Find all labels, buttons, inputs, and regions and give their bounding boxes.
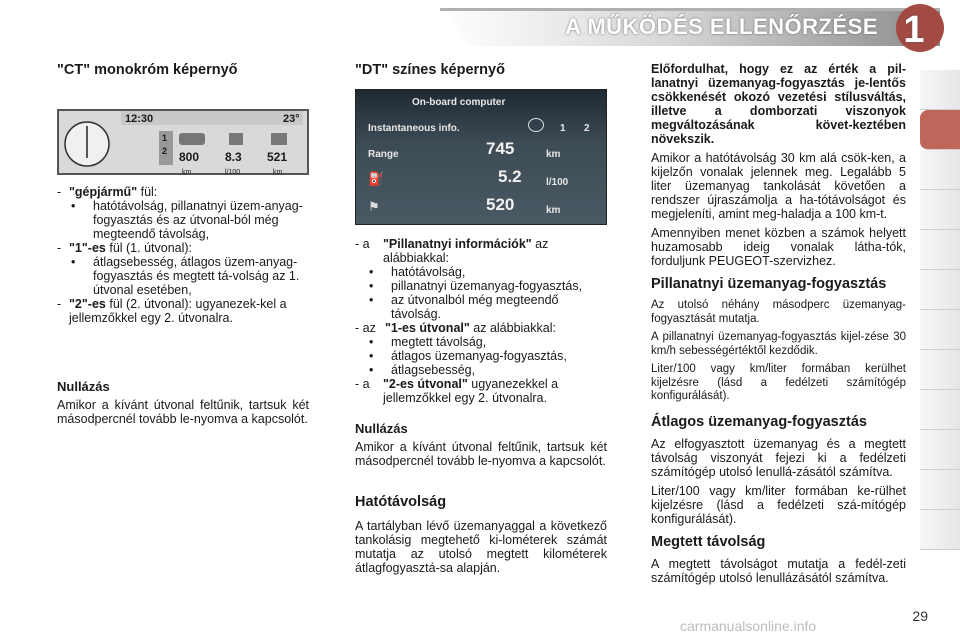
ct-value-range: 800 bbox=[179, 150, 200, 164]
list-item: - a "2-es útvonal" ugyanezekkel a jellemzőkkel egy 2. útvonalra. bbox=[355, 377, 559, 405]
list-subitem: • hatótávolság, bbox=[355, 265, 607, 279]
side-tab-active[interactable] bbox=[920, 110, 960, 150]
dt-value-range: 745 bbox=[486, 139, 515, 158]
ct-trip-tab-1: 1 bbox=[162, 133, 168, 143]
dt-value-remaining: 520 bbox=[486, 195, 515, 214]
fuel-pump-icon bbox=[528, 118, 544, 132]
side-tab[interactable] bbox=[920, 270, 960, 310]
average-consumption-p2: Liter/100 vagy km/liter formában ke-rülhet kijelzésre (lásd a fedélzeti szá-mítógép konfigurálását). bbox=[651, 483, 906, 526]
reset-text-ct: Amikor a kívánt útvonal feltűnik, tartsuk két másodpercnél tovább le-nyomva a kapcsolót. bbox=[57, 398, 309, 426]
side-tab[interactable] bbox=[920, 510, 960, 550]
list-item: - a "Pillanatnyi információk" az alábbiakkal: • hatótávolság, • pillanatnyi üzemanyag-fogyasztás, • az útvonalból még megteendő távolság. bbox=[355, 237, 607, 321]
ct-unit-remaining: km bbox=[273, 169, 283, 176]
ct-unit-consumption: l/100 bbox=[225, 169, 241, 176]
dt-value-consumption: 5.2 bbox=[498, 167, 522, 186]
column-dt-color bbox=[355, 62, 607, 580]
section-title-dt: "DT" színes képernyő bbox=[355, 62, 505, 78]
dt-row-instant: Instantaneous info. bbox=[368, 123, 460, 134]
page-number: 29 bbox=[912, 608, 928, 624]
side-tab[interactable] bbox=[920, 390, 960, 430]
ct-time: 12:30 bbox=[125, 113, 154, 125]
side-chapter-tabs bbox=[920, 70, 960, 550]
section-title-instant-consumption: Pillanatnyi üzemanyag-fogyasztás bbox=[651, 276, 887, 292]
side-tab[interactable] bbox=[920, 470, 960, 510]
chapter-number: 1 bbox=[903, 9, 925, 51]
list-item: - az "1-es útvonal" az alábbiakkal: • megtett távolság, • átlagos üzemanyag-fogyasztás, • átlagsebesség, bbox=[355, 321, 607, 377]
dt-tab-1: 1 bbox=[560, 123, 566, 134]
list-item: - "gépjármű" fül: • hatótávolság, pillanatnyi üzem-anyag-fogyasztás és az útvonal-ból még megteendő távolság, bbox=[57, 185, 309, 241]
ct-value-consumption: 8.3 bbox=[225, 150, 242, 164]
side-tab[interactable] bbox=[920, 310, 960, 350]
section-title-average-consumption: Átlagos üzemanyag-fogyasztás bbox=[651, 413, 867, 430]
dt-unit-consumption: l/100 bbox=[546, 177, 569, 188]
checkered-flag-icon: ⚑ bbox=[368, 199, 380, 214]
list-subitem: • átlagsebesség, bbox=[355, 363, 607, 377]
ct-trip-tab-2: 2 bbox=[162, 146, 168, 156]
average-consumption-p1: Az elfogyasztott üzemanyag és a megtett távolság viszonyát fejezi ki a fedélzeti számítógép utolsó lenullá-zásától számítva. bbox=[651, 436, 906, 479]
column-ct-monochrome bbox=[57, 62, 309, 431]
range-note-bold: Előfordulhat, hogy ez az érték a pil-lanatnyi üzemanyag-fogyasztás je-lentős csökkenését okozó vezetési stílusváltás, illetve a domborzati viszonyok megváltozásának követ-keztében növekszik. bbox=[651, 62, 906, 146]
side-tab[interactable] bbox=[920, 70, 960, 110]
range-note-p1: Amikor a hatótávolság 30 km alá csök-ken, a kijelzőn vonalak jelennek meg. Legalább 5 liter üzemanyag tankolását követően a rendszer újraszámolja a ha-tótávolságot és megjeleníti, amint meg-haladja a 100 km-t. bbox=[651, 151, 906, 221]
instant-consumption-p2: A pillanatnyi üzemanyag-fogyasztás kijel-zése 30 km/h sebességértéktől kezdődik. bbox=[651, 331, 906, 357]
watermark: carmanualsonline.info bbox=[680, 618, 817, 634]
distance-p1: A megtett távolságot mutatja a fedél-zeti számítógép utolsó lenullázásától számítva. bbox=[651, 556, 906, 585]
side-tab[interactable] bbox=[920, 190, 960, 230]
dt-tab-2: 2 bbox=[584, 123, 590, 134]
reset-text-dt: Amikor a kívánt útvonal feltűnik, tartsuk két másodpercnél tovább le-nyomva a kapcsolót. bbox=[355, 440, 607, 468]
dt-color-display-image bbox=[355, 89, 607, 225]
side-tab[interactable] bbox=[920, 150, 960, 190]
ct-tabs-list bbox=[57, 185, 309, 325]
side-tab[interactable] bbox=[920, 350, 960, 390]
dt-tabs-list bbox=[355, 237, 607, 405]
section-title-reset-dt: Nullázás bbox=[355, 421, 408, 436]
list-subitem: • pillanatnyi üzemanyag-fogyasztás, bbox=[355, 279, 607, 293]
ct-unit-range: km bbox=[182, 169, 192, 176]
chapter-title: A MŰKÖDÉS ELLENŐRZÉSE bbox=[565, 14, 878, 39]
page-header bbox=[0, 0, 960, 52]
column-explanations bbox=[651, 62, 906, 590]
dt-unit-remaining: km bbox=[546, 205, 561, 216]
dt-unit-range: km bbox=[546, 149, 561, 160]
instant-consumption-p3: Liter/100 vagy km/liter formában kerülhet kijelzésre (lásd a fedélzeti számítógép konfigurálását). bbox=[651, 363, 906, 402]
fuel-gauge-icon: ⛽ bbox=[368, 171, 385, 186]
section-title-reset-ct: Nullázás bbox=[57, 379, 110, 394]
list-item: - "1"-es fül (1. útvonal): • átlagsebesség, átlagos üzem-anyag-fogyasztás és megtett tá-volság az 1. útvonal esetében, bbox=[57, 241, 309, 297]
side-tab[interactable] bbox=[920, 430, 960, 470]
list-subitem: • átlagos üzemanyag-fogyasztás, bbox=[355, 349, 607, 363]
ct-mono-display-image bbox=[57, 109, 309, 175]
ct-value-remaining: 521 bbox=[267, 150, 288, 164]
list-subitem: • hatótávolság, pillanatnyi üzem-anyag-fogyasztás és az útvonal-ból még megteendő távolság, bbox=[57, 199, 309, 241]
range-note-p2: Amennyiben menet közben a számok helyett huzamosabb ideig vonalak látha-tók, forduljunk PEUGEOT-szervizhez. bbox=[651, 226, 906, 268]
section-title-ct: "CT" monokróm képernyő bbox=[57, 62, 238, 78]
instant-consumption-p1: Az utolsó néhány másodperc üzemanyag-fogyasztását mutatja. bbox=[651, 299, 906, 325]
section-title-range: Hatótávolság bbox=[355, 494, 447, 510]
section-title-distance: Megtett távolság bbox=[651, 533, 766, 550]
ct-temperature: 23° bbox=[283, 113, 300, 125]
list-item: - "2"-es fül (2. útvonal): ugyanezek-kel a jellemzőkkel egy 2. útvonalra. bbox=[57, 297, 287, 325]
list-subitem: • az útvonalból még megteendő távolság. bbox=[355, 293, 607, 321]
dt-row-range: Range bbox=[368, 149, 399, 160]
side-tab[interactable] bbox=[920, 230, 960, 270]
list-subitem: • átlagsebesség, átlagos üzem-anyag-fogyasztás és megtett tá-volság az 1. útvonal esetében, bbox=[57, 255, 309, 297]
dt-screen-header: On-board computer bbox=[412, 97, 506, 108]
range-text: A tartályban lévő üzemanyaggal a következő tankolásig megtehető ki-lométerek számát mutatja az utolsó megtett kilométerek átlagfogyasztá-sa alapján. bbox=[355, 519, 607, 575]
list-subitem: • megtett távolság, bbox=[355, 335, 607, 349]
